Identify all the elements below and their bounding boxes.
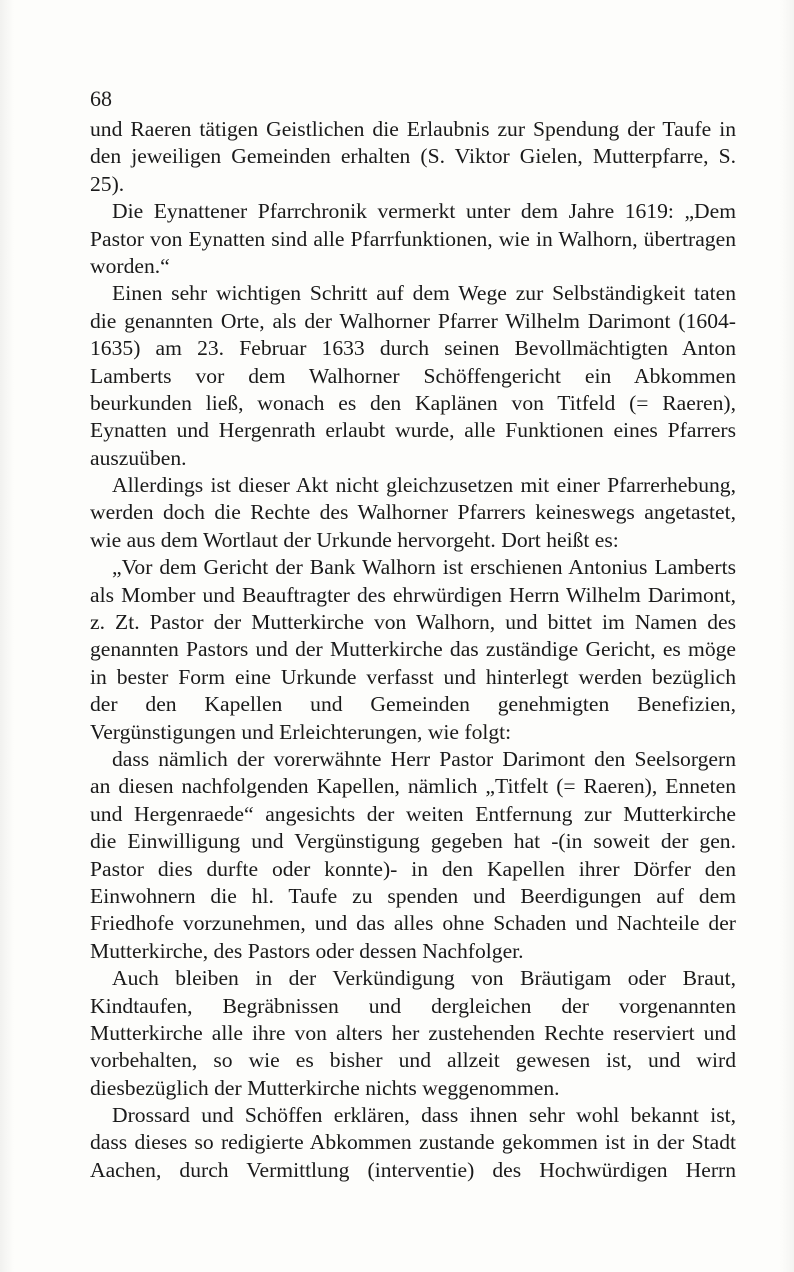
text-line: als Momber und Beauftragter des ehrwürdigen Herrn Wilhelm Darimont, bbox=[90, 582, 736, 607]
text-line: Pastor dies durfte oder konnte)- in den Kapellen ihrer Dörfer den bbox=[90, 856, 736, 881]
text-line: diesbezüglich der Mutterkirche nichts weggenommen. bbox=[90, 1075, 560, 1100]
text-line: dass dieses so redigierte Abkommen zustande gekommen ist in der Stadt bbox=[90, 1130, 736, 1155]
text-line: Vergünstigungen und Erleichterungen, wie folgt: bbox=[90, 719, 512, 744]
text-line: den jeweiligen Gemeinden erhalten (S. Viktor Gielen, Mutterpfarre, S. bbox=[90, 144, 736, 169]
text-line: Einwohnern die hl. Taufe zu spenden und Beerdigungen auf dem bbox=[90, 883, 736, 908]
text-line: Kindtaufen, Begräbnissen und dergleichen der vorgenannten bbox=[90, 993, 736, 1018]
text-line: worden.“ bbox=[90, 253, 170, 278]
text-line: Einen sehr wichtigen Schritt auf dem Wege zur Selbständigkeit taten bbox=[112, 281, 736, 306]
text-line: Allerdings ist dieser Akt nicht gleichzusetzen mit einer Pfarrerhebung, bbox=[112, 473, 736, 498]
text-line: Eynatten und Hergenrath erlaubt wurde, alle Funktionen eines Pfarrers bbox=[90, 418, 736, 443]
text-line: Mutterkirche, des Pastors oder dessen Nachfolger. bbox=[90, 938, 524, 963]
page-number: 68 bbox=[90, 86, 112, 111]
text-line: die genannten Orte, als der Walhorner Pfarrer Wilhelm Darimont (1604- bbox=[90, 308, 736, 333]
text-line: wie aus dem Wortlaut der Urkunde hervorgeht. Dort heißt es: bbox=[90, 527, 619, 552]
text-line: z. Zt. Pastor der Mutterkirche von Walhorn, und bittet im Namen des bbox=[90, 610, 736, 635]
text-line: Auch bleiben in der Verkündigung von Bräutigam oder Braut, bbox=[112, 966, 736, 991]
text-line: werden doch die Rechte des Walhorner Pfarrers keineswegs angetastet, bbox=[90, 500, 736, 525]
text-line: Lamberts vor dem Walhorner Schöffengericht ein Abkommen bbox=[90, 363, 736, 388]
text-line: die Einwilligung und Vergünstigung gegeben hat -(in soweit der gen. bbox=[90, 829, 736, 854]
text-line: in bester Form eine Urkunde verfasst und hinterlegt werden bezüglich bbox=[90, 664, 736, 689]
text-line: 25). bbox=[90, 171, 125, 196]
text-line: und Raeren tätigen Geistlichen die Erlaubnis zur Spendung der Taufe in bbox=[90, 117, 736, 141]
text-line: Die Eynattener Pfarrchronik vermerkt unter dem Jahre 1619: „Dem bbox=[112, 199, 736, 224]
text-line: beurkunden ließ, wonach es den Kaplänen von Titfeld (= Raeren), bbox=[90, 390, 736, 415]
body-text bbox=[90, 116, 736, 1184]
text-line: Drossard und Schöffen erklären, dass ihnen sehr wohl bekannt ist, bbox=[112, 1103, 736, 1128]
text-line: Aachen, durch Vermittlung (interventie) des Hochwürdigen Herrn bbox=[90, 1157, 736, 1182]
text-line: Pastor von Eynatten sind alle Pfarrfunktionen, wie in Walhorn, übertragen bbox=[90, 226, 736, 251]
text-line: dass nämlich der vorerwähnte Herr Pastor Darimont den Seelsorgern bbox=[112, 746, 736, 771]
text-line: an diesen nachfolgenden Kapellen, nämlich „Titfelt (= Raeren), Enneten bbox=[90, 774, 736, 799]
text-line: Friedhofe vorzunehmen, und das alles ohne Schaden und Nachteile der bbox=[90, 911, 736, 936]
text-line: „Vor dem Gericht der Bank Walhorn ist erschienen Antonius Lamberts bbox=[112, 555, 736, 580]
text-line: der den Kapellen und Gemeinden genehmigten Benefizien, bbox=[90, 692, 736, 717]
text-line: und Hergenraede“ angesichts der weiten Entfernung zur Mutterkirche bbox=[90, 801, 736, 826]
text-line: genannten Pastors und der Mutterkirche das zuständige Gericht, es möge bbox=[90, 637, 736, 662]
text-line: 1635) am 23. Februar 1633 durch seinen Bevollmächtigten Anton bbox=[90, 336, 736, 361]
text-line: Mutterkirche alle ihre von alters her zustehenden Rechte reserviert und bbox=[90, 1020, 736, 1045]
text-line: vorbehalten, so wie es bisher und allzeit gewesen ist, und wird bbox=[90, 1048, 736, 1073]
text-line: auszuüben. bbox=[90, 445, 187, 470]
